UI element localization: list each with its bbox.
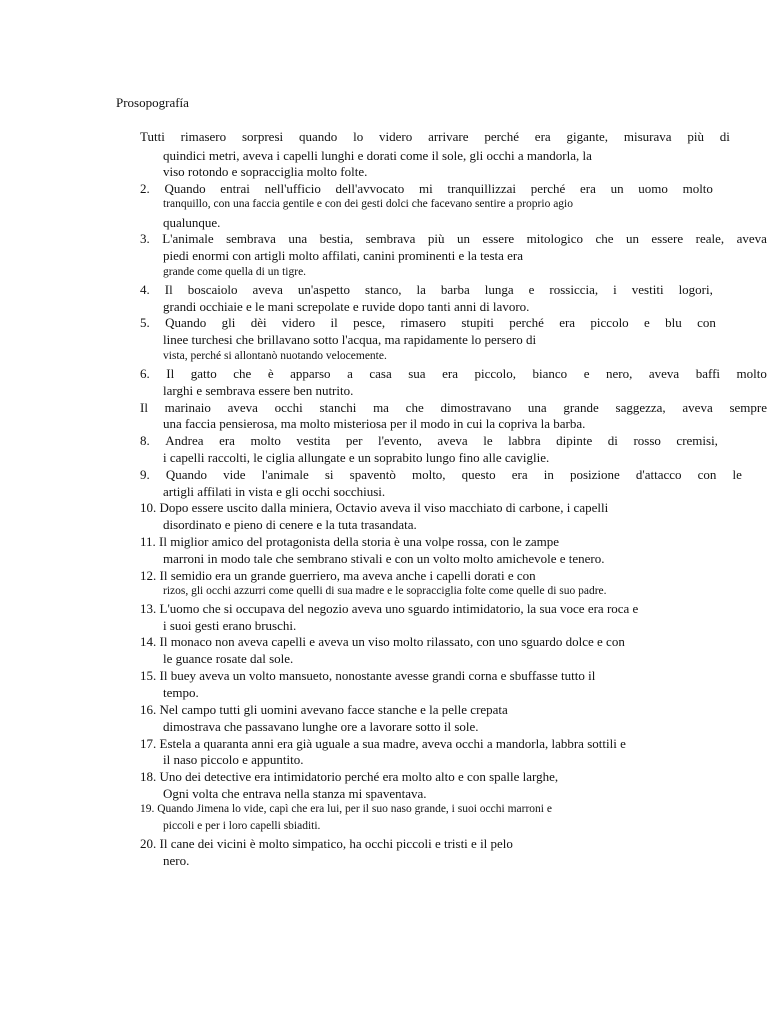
text-line: 20. Il cane dei vicini è molto simpatico, ha occhi piccoli e tristi e il pelo (140, 836, 513, 851)
text-line: i capelli raccolti, le ciglia allungate e un soprabito lungo fino alle caviglie. (163, 450, 550, 465)
text-line: tempo. (163, 685, 199, 700)
text-line: marroni in modo tale che sembrano stivali e con un volto molto amichevole e tenero. (163, 551, 605, 566)
text-line: 3. L'animale sembrava una bestia, sembrava più un essere mitologico che un essere reale, aveva (140, 231, 767, 246)
text-line: vista, perché si allontanò nuotando velocemente. (163, 350, 387, 362)
text-line: 2. Quando entrai nell'ufficio dell'avvocato mi tranquillizzai perché era un uomo molto (140, 181, 713, 196)
text-line: Ogni volta che entrava nella stanza mi spaventava. (163, 786, 427, 801)
text-line: grande come quella di un tigre. (163, 266, 307, 278)
text-line: piccoli e per i loro capelli sbiaditi. (163, 820, 321, 832)
text-line: 19. Quando Jimena lo vide, capì che era lui, per il suo naso grande, i suoi occhi marroni e (140, 803, 552, 815)
text-line: 18. Uno dei detective era intimidatorio perché era molto alto e con spalle larghe, (140, 769, 559, 784)
text-line: quindici metri, aveva i capelli lunghi e dorati come il sole, gli occhi a mandorla, la (163, 148, 592, 163)
text-line: Il marinaio aveva occhi stanchi ma che dimostravano una grande saggezza, aveva sempre (140, 400, 767, 415)
text-line: nero. (163, 853, 190, 868)
text-line: 16. Nel campo tutti gli uomini avevano facce stanche e la pelle crepata (140, 702, 508, 717)
text-line: una faccia pensierosa, ma molto misteriosa per il modo in cui la copriva la barba. (163, 416, 586, 431)
text-line: le guance rosate dal sole. (163, 651, 294, 666)
text-line: 11. Il miglior amico del protagonista della storia è una volpe rossa, con le zampe (140, 534, 560, 549)
text-line: 12. Il semidio era un grande guerriero, ma aveva anche i capelli dorati e con (140, 568, 536, 583)
text-line: 15. Il buey aveva un volto mansueto, nonostante avesse grandi corna e sbuffasse tutto il (140, 668, 596, 683)
text-line: piedi enormi con artigli molto affilati, canini prominenti e la testa era (163, 248, 524, 263)
text-line: 4. Il boscaiolo aveva un'aspetto stanco, la barba lunga e rossiccia, i vestiti logori, (140, 282, 713, 297)
text-line: 17. Estela a quaranta anni era già uguale a sua madre, aveva occhi a mandorla, labbra sottili e (140, 736, 626, 751)
text-line: artigli affilati in vista e gli occhi socchiusi. (163, 484, 386, 499)
text-line: 13. L'uomo che si occupava del negozio aveva uno sguardo intimidatorio, la sua voce era roca e (140, 601, 639, 616)
text-line: il naso piccolo e appuntito. (163, 752, 304, 767)
text-line: Tutti rimasero sorpresi quando lo videro arrivare perché era gigante, misurava più di (140, 129, 730, 144)
text-line: 6. Il gatto che è apparso a casa sua era piccolo, bianco e nero, aveva baffi molto (140, 366, 767, 381)
text-line: disordinato e pieno di cenere e la tuta trasandata. (163, 517, 417, 532)
text-line: 5. Quando gli dèi videro il pesce, rimasero stupiti perché era piccolo e blu con (140, 315, 716, 330)
text-line: linee turchesi che brillavano sotto l'acqua, ma rapidamente lo persero di (163, 332, 537, 347)
text-line: larghi e sembrava essere ben nutrito. (163, 383, 354, 398)
text-line: tranquillo, con una faccia gentile e con dei gesti dolci che facevano sentire a proprio agio (163, 198, 573, 210)
text-line: grandi occhiaie e le mani screpolate e ruvide dopo tanti anni di lavoro. (163, 299, 530, 314)
text-line: i suoi gesti erano bruschi. (163, 618, 297, 633)
text-line: dimostrava che passavano lunghe ore a lavorare sotto il sole. (163, 719, 479, 734)
text-line: qualunque. (163, 215, 221, 230)
text-line: 8. Andrea era molto vestita per l'evento, aveva le labbra dipinte di rosso cremisi, (140, 433, 718, 448)
document-title: Prosopografía (116, 95, 189, 110)
text-line: 14. Il monaco non aveva capelli e aveva un viso molto rilassato, con uno sguardo dolce e con (140, 634, 625, 649)
text-line: 10. Dopo essere uscito dalla miniera, Octavio aveva il viso macchiato di carbone, i capelli (140, 500, 609, 515)
text-line: 9. Quando vide l'animale si spaventò molto, questo era in posizione d'attacco con le (140, 467, 742, 482)
text-line: rizos, gli occhi azzurri come quelli di sua madre e le sopracciglia folte come quelle di suo padre. (163, 585, 607, 597)
text-line: viso rotondo e sopracciglia molto folte. (163, 164, 368, 179)
